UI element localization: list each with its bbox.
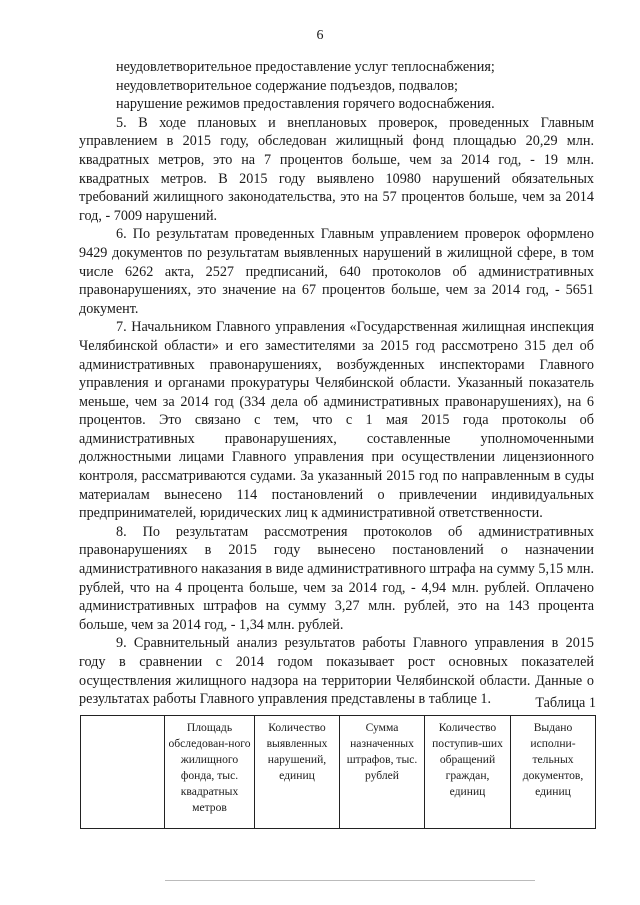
list-item-entrances: неудовлетворительное содержание подъездов, подвалов; bbox=[116, 77, 458, 94]
page-bottom-divider bbox=[165, 880, 535, 881]
paragraph-8-fines: 8. По результатам рассмотрения протоколов об административных правонарушениях в 2015 году вынесено постановлений о назначении административного наказания в виде административного штрафа на сумму 5,15 млн. рублей, что на 4 процента больше, чем за 2014 год, - 4,94 млн. рублей. Оплачено административных штрафов на сумму 3,27 млн. рублей, это на 143 процента больше, чем за 2014 год, - 1,34 млн. рублей. bbox=[79, 523, 594, 633]
page-number: 6 bbox=[316, 28, 324, 43]
list-item-heating: неудовлетворительное предоставление услуг теплоснабжения; bbox=[116, 59, 495, 75]
table-header-violations: Количество выявленных нарушений, единиц bbox=[255, 716, 340, 829]
paragraph-6-documents: 6. По результатам проведенных Главным управлением проверок оформлено 9429 документов по результатам выявленных нарушений в жилищной сфере, в том числе 6262 акта, 2527 предписаний, 640 протоколов об административных правонарушениях, это значение на 67 процентов больше, чем за 2014 год, - 5651 документ. bbox=[79, 226, 594, 317]
paragraph-5-inspections: 5. В ходе плановых и внеплановых проверок, проведенных Главным управлением в 2015 году, обследован жилищный фонд площадью 20,29 млн. квадратных метров, это на 7 процентов больше, чем за 2014 год, - 19 млн. квадратных метров. В 2015 году выявлено 10980 нарушений обязательных требований жилищного законодательства, это на 57 процентов больше, чем за 2014 год, - 7009 нарушений. bbox=[79, 114, 594, 224]
table-caption: Таблица 1 bbox=[535, 695, 596, 711]
paragraph-9-analysis: 9. Сравнительный анализ результатов работы Главного управления в 2015 году в сравнении с 2014 годом показывает рост основных показателей осуществления жилищного надзора на территории Челябинской области. Данные о результатах работы Главного управления представлены в таблице 1. bbox=[79, 635, 594, 708]
table-header-appeals: Количество поступив-ших обращений граждан, единиц bbox=[425, 716, 511, 829]
table-header-writs: Выдано исполни-тельных документов, единиц bbox=[511, 716, 596, 829]
table-header-year bbox=[81, 716, 165, 829]
body-text bbox=[79, 58, 594, 709]
table-header-fines: Сумма назначенных штрафов, тыс. рублей bbox=[340, 716, 425, 829]
table-header-area: Площадь обследован-ного жилищного фонда, тыс. квадратных метров bbox=[165, 716, 255, 829]
paragraph-7-cases: 7. Начальником Главного управления «Государственная жилищная инспекция Челябинской области» и его заместителями за 2015 год рассмотрено 315 дел об административных правонарушениях, возбужденных инспекторами Главного управления и органами прокуратуры Челябинской области. Указанный показатель меньше, чем за 2014 год (334 дела об административных правонарушениях), на 6 процентов. Это связано с тем, что с 1 мая 2015 года протоколы об административных правонарушениях, составленные уполномоченными должностными лицами Главного управления при осуществлении лицензионного контроля, рассматриваются судами. За указанный 2015 год по направленным в суды материалам вынесено 114 постановлений о привлечении индивидуальных предпринимателей, юридических лиц к административной ответственности. bbox=[79, 319, 594, 522]
results-table bbox=[80, 715, 596, 829]
table-header-row bbox=[81, 716, 596, 829]
list-item-hot-water: нарушение режимов предоставления горячего водоснабжения. bbox=[116, 96, 495, 113]
